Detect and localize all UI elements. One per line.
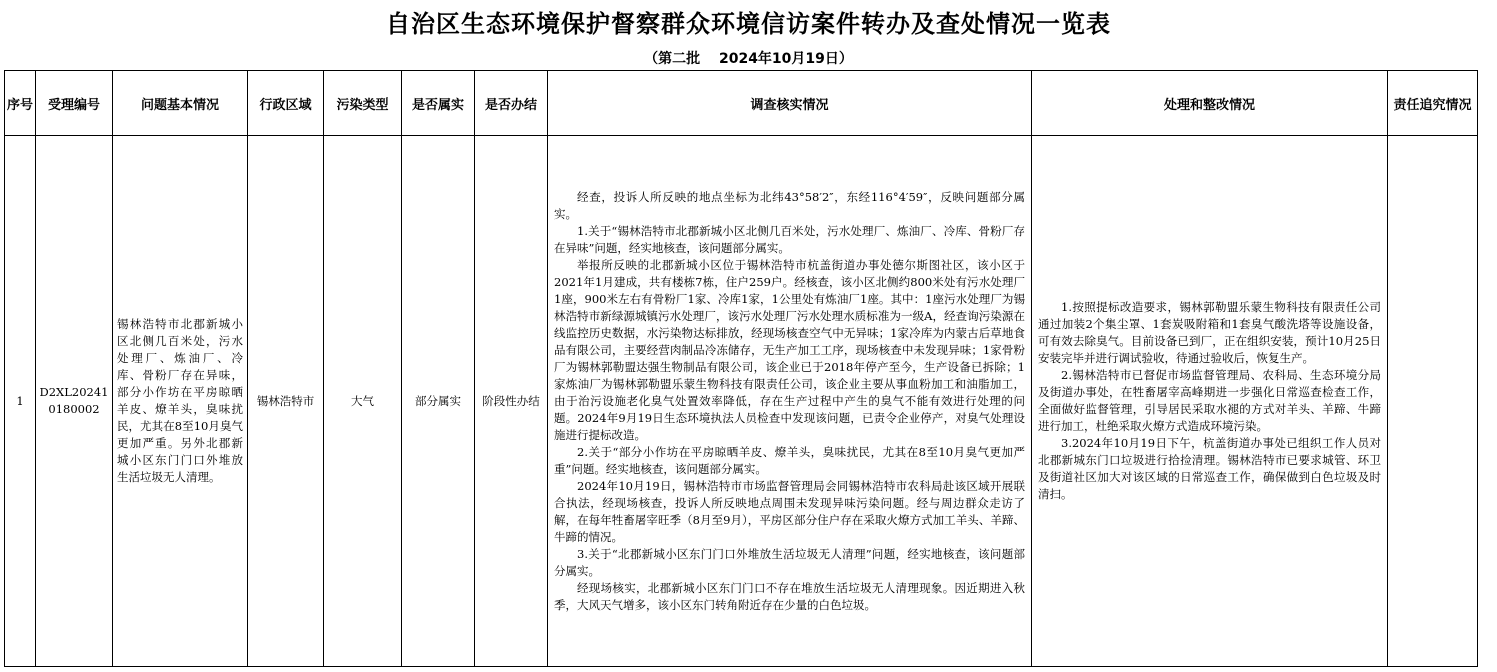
header-index: 序号 [5,71,36,136]
investigation-para: 1.关于“锡林浩特市北郡新城小区北侧几百米处，污水处理厂、炼油厂、冷库、骨粉厂存在异味”问题，经实地核查，该问题部分属实。 [554,223,1025,255]
cell-accountability [1388,136,1478,667]
rectification-para: 2.锡林浩特市已督促市场监督管理局、农科局、生态环境分局及街道办事处，在牲畜屠宰高峰期进一步强化日常巡查检查工作，全面做好监督管理，引导居民采取水褪的方式对羊头、羊蹄、牛蹄进行加工，杜绝采取火燎方式造成环境污染。 [1038,368,1381,433]
header-row [5,71,1478,136]
table-row [5,136,1478,667]
header-problem: 问题基本情况 [113,71,248,136]
header-region: 行政区域 [248,71,324,136]
cell-rectification [1032,136,1388,667]
cell-problem: 锡林浩特市北郡新城小区北侧几百米处，污水处理厂、炼油厂、冷库、骨粉厂存在异味，部分小作坊在平房晾晒羊皮、燎羊头，臭味扰民，尤其在8至10月臭气更加严重。另外北郡新城小区东门门口外堆放生活垃圾无人清理。 [113,136,248,667]
case-table [4,70,1478,667]
page-subtitle: （第二批 2024年10月19日） [644,51,853,67]
cell-is-closed: 阶段性办结 [475,136,548,667]
investigation-para: 经现场核实，北郡新城小区东门门口不存在堆放生活垃圾无人清理现象。因近期进入秋季，大风天气增多，该小区东门转角附近存在少量的白色垃圾。 [554,580,1025,612]
rectification-para: 1.按照提标改造要求，锡林郭勒盟乐蒙生物科技有限责任公司通过加装2个集尘罩、1套炭吸附箱和1套臭气酸洗塔等设施设备，可有效去除臭气。目前设备已到厂，正在组织安装，预计10月25日安装完毕并进行调试验收，待通过验收后，恢复生产。 [1038,300,1381,365]
header-case-no: 受理编号 [36,71,113,136]
cell-case-no: D2XL202410180002 [36,136,113,667]
investigation-para: 3.关于“北郡新城小区东门门口外堆放生活垃圾无人清理”问题，经实地核查，该问题部分属实。 [554,546,1025,578]
investigation-para: 经查，投诉人所反映的地点坐标为北纬43°58′2″，东经116°4′59″，反映问题部分属实。 [554,189,1025,221]
header-is-closed: 是否办结 [475,71,548,136]
header-pollution-type: 污染类型 [324,71,402,136]
investigation-para: 举报所反映的北郡新城小区位于锡林浩特市杭盖街道办事处德尔斯图社区，该小区于2021年1月建成，共有楼栋7栋，住户259户。经核查，该小区北侧约800米处有污水处理厂1座，900米左右有骨粉厂1家、冷库1家，1公里处有炼油厂1座。其中：1座污水处理厂为锡林浩特市新绿源城镇污水处理厂，该污水处理厂污水处理水质标准为一级A，经查询污染源在线监控历史数据，水污染物达标排放，经现场核查空气中无异味；1家冷库为内蒙古后草地食品有限公司，主要经营肉制品冷冻储存，无生产加工工序，现场核查中未发现异味；1家骨粉厂为锡林郭勒盟达强生物制品有限公司，该企业已于2018年停产至今，生产设备已拆除；1家炼油厂为锡林郭勒盟乐蒙生物科技有限责任公司，该企业主要从事血粉加工和油脂加工，由于治污设施老化臭气处置效率降低，存在生产过程中产生的臭气不能有效进行处理的问题。2024年9月19日生态环境执法人员检查中发现该问题，已责令企业停产，对臭气处理设施进行提标改造。 [554,257,1025,442]
cell-investigation [548,136,1032,667]
investigation-para: 2024年10月19日，锡林浩特市市场监督管理局会同锡林浩特市农科局赴该区域开展联合执法，经现场核查，投诉人所反映地点周围未发现异味污染问题。经与周边群众走访了解，在每年牲畜屠宰旺季（8月至9月），平房区部分住户存在采取火燎方式加工羊头、羊蹄、牛蹄的情况。 [554,478,1025,544]
page-title: 自治区生态环境保护督察群众环境信访案件转办及查处情况一览表 [386,9,1111,38]
investigation-para: 2.关于“部分小作坊在平房晾晒羊皮、燎羊头，臭味扰民，尤其在8至10月臭气更加严重”问题。经实地核查，该问题部分属实。 [554,444,1025,476]
header-rectification: 处理和整改情况 [1032,71,1388,136]
cell-is-true: 部分属实 [402,136,475,667]
rectification-para: 3.2024年10月19日下午，杭盖街道办事处已组织工作人员对北郡新城东门口垃圾进行拾捡清理。锡林浩特市已要求城管、环卫及街道社区加大对该区域的日常巡查工作，确保做到白色垃圾及时清扫。 [1038,436,1381,501]
header-accountability: 责任追究情况 [1388,71,1478,136]
cell-region: 锡林浩特市 [248,136,324,667]
header-investigation: 调查核实情况 [548,71,1032,136]
cell-pollution-type: 大气 [324,136,402,667]
cell-index: 1 [5,136,36,667]
header-is-true: 是否属实 [402,71,475,136]
